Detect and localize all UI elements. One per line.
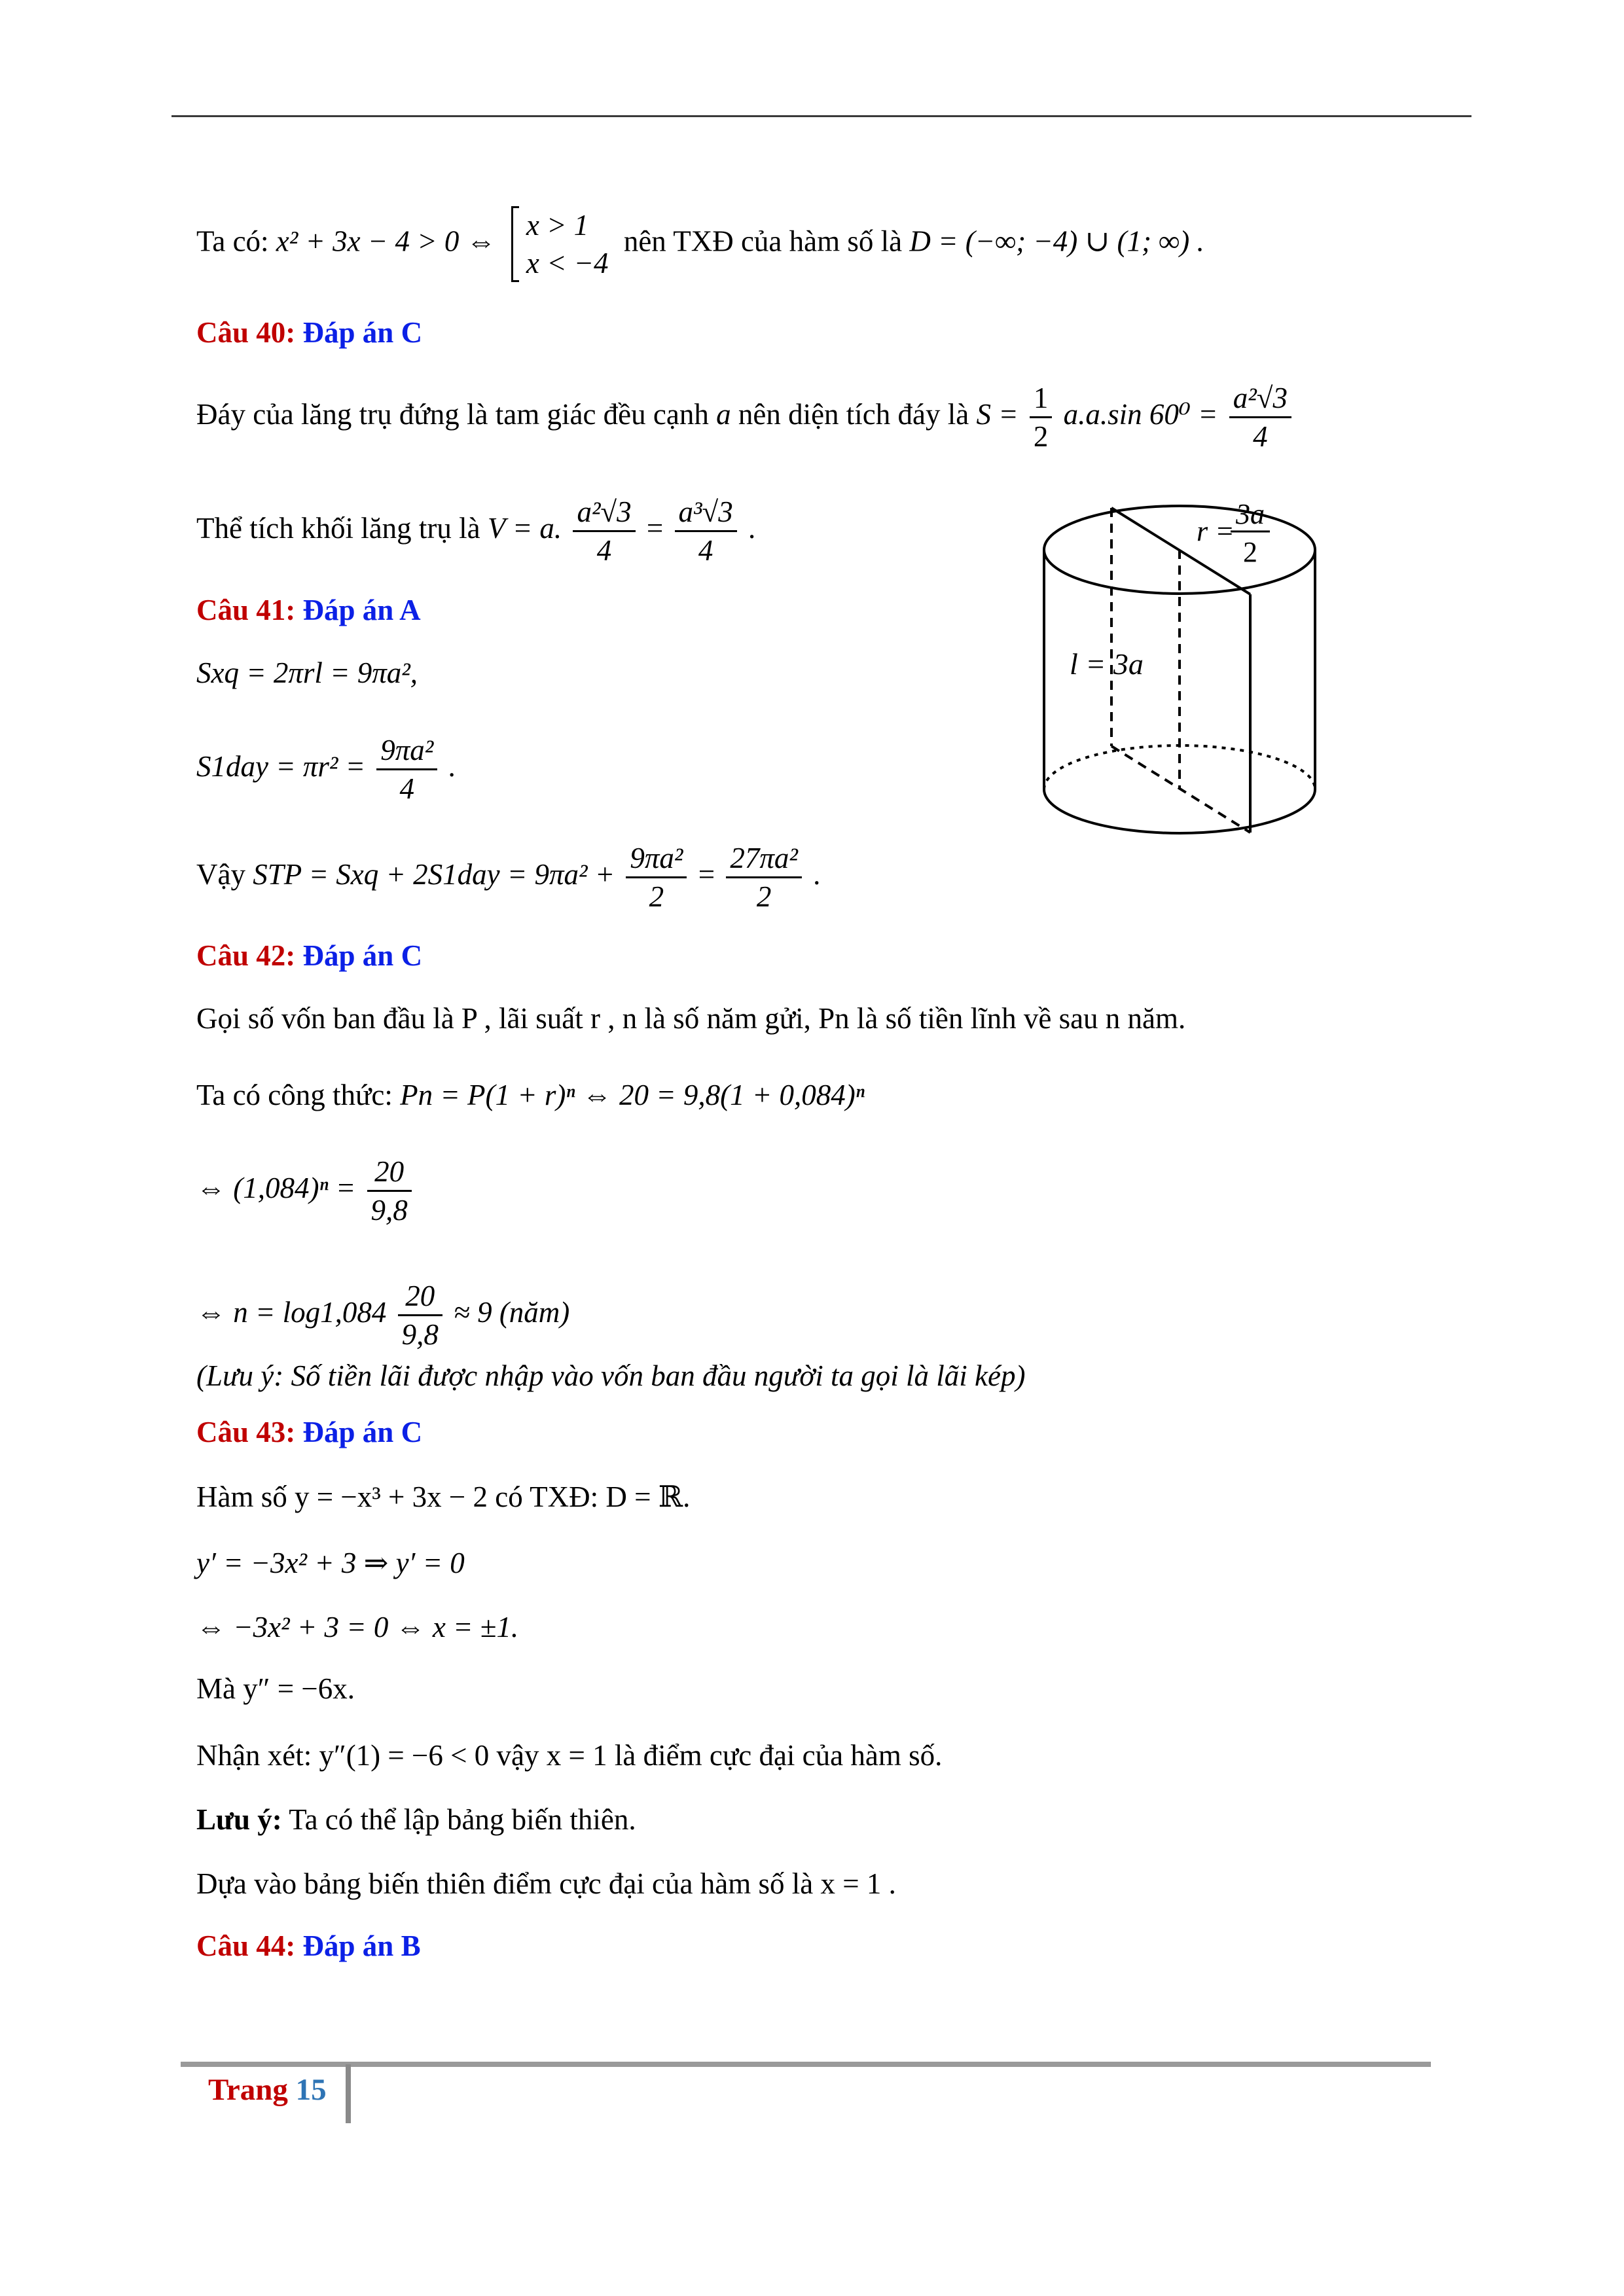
denominator: 2 — [649, 880, 664, 913]
text: Thể tích khối lăng trụ là — [196, 511, 480, 545]
numerator: 1 — [1030, 380, 1053, 418]
page-label: Trang — [208, 2073, 288, 2107]
height-label: l = 3a — [1070, 647, 1144, 681]
text: Mà y″ = −6x. — [196, 1672, 355, 1705]
radius-numerator: 3a — [1236, 498, 1265, 530]
line-base-area — [196, 380, 1295, 455]
page-number — [208, 2072, 327, 2108]
denominator: 9,8 — [401, 1318, 439, 1351]
math: y′ = −3x² + 3 ⇒ y′ = 0 — [196, 1547, 465, 1579]
question-number: Câu 44: — [196, 1929, 296, 1962]
question-number: Câu 42: — [196, 939, 296, 972]
fraction — [573, 493, 635, 569]
fraction — [1030, 380, 1053, 455]
case-system — [511, 206, 609, 282]
question-heading-42 — [196, 936, 422, 975]
page-number-value: 15 — [295, 2073, 327, 2107]
text: Nhận xét: y″(1) = −6 < 0 vậy x = 1 là điểm cực đại của hàm số. — [196, 1739, 943, 1772]
answer-label: Đáp án B — [302, 1929, 421, 1962]
denominator: 2 — [756, 880, 772, 913]
denominator: 4 — [1253, 420, 1268, 453]
case-2: x < −4 — [526, 247, 609, 279]
header-rule — [171, 115, 1471, 117]
denominator: 4 — [698, 534, 713, 567]
numerator: 20 — [367, 1153, 412, 1192]
inequality: x² + 3x − 4 > 0 ⇔ — [276, 224, 496, 258]
denominator: 2 — [1033, 420, 1049, 453]
math: S = — [976, 397, 1019, 431]
math: . — [748, 511, 756, 545]
math: = — [646, 511, 664, 545]
line-interest-def — [196, 999, 1185, 1038]
note-text: (Lưu ý: Số tiền lãi được nhập vào vốn ban đầu người ta gọi là lãi kép) — [196, 1359, 1026, 1392]
question-heading-40 — [196, 313, 422, 352]
footer-rule — [181, 2062, 1431, 2067]
text: Hàm số y = −x³ + 3x − 2 có TXĐ: D = ℝ. — [196, 1480, 691, 1513]
math: ⇔ n = log1,084 — [196, 1295, 387, 1329]
fraction — [1229, 380, 1291, 455]
question-heading-43 — [196, 1412, 422, 1452]
text: nên diện tích đáy là — [738, 397, 969, 431]
line-equation — [196, 1153, 416, 1229]
question-number: Câu 43: — [196, 1416, 296, 1448]
fraction — [367, 1153, 412, 1229]
fraction — [376, 732, 437, 807]
cylinder-bottom-back-arc — [1044, 745, 1315, 789]
math: a.a.sin 60⁰ = — [1063, 397, 1218, 431]
math: = — [698, 857, 715, 891]
case-1: x > 1 — [526, 209, 589, 242]
line-conclusion — [196, 1864, 896, 1903]
numerator: 9πa² — [376, 732, 437, 770]
line-function — [196, 1477, 690, 1516]
numerator: a²√3 — [1229, 380, 1291, 418]
math: . — [813, 857, 821, 891]
math: V = a. — [487, 511, 562, 545]
cylinder-bottom-front-arc — [1044, 789, 1315, 833]
question-heading-44 — [196, 1926, 421, 1965]
fraction — [726, 840, 802, 915]
numerator: 27πa² — [726, 840, 802, 878]
math: S1day = πr² = — [196, 749, 366, 783]
denominator: 4 — [399, 772, 415, 805]
note-compound-interest — [196, 1356, 1025, 1395]
line-domain — [196, 206, 1204, 282]
denominator: 9,8 — [370, 1194, 408, 1227]
question-number: Câu 41: — [196, 594, 296, 626]
text: Dựa vào bảng biến thiên điểm cực đại của hàm số là x = 1 . — [196, 1867, 896, 1900]
line-base-area-41 — [196, 732, 456, 807]
math: ≈ 9 (năm) — [454, 1295, 570, 1329]
radius-label: r = — [1197, 515, 1235, 547]
numerator: a²√3 — [573, 493, 635, 532]
text: Gọi số vốn ban đầu là P , lãi suất r , n là số năm gửi, Pn là số tiền lĩnh về sau n năm. — [196, 1002, 1186, 1035]
line-note — [196, 1800, 636, 1839]
fraction — [675, 493, 737, 569]
line-log — [196, 1278, 569, 1353]
text: nên TXĐ của hàm số là — [623, 224, 903, 258]
line-second-derivative — [196, 1669, 355, 1708]
fraction — [626, 840, 687, 915]
numerator: 9πa² — [626, 840, 687, 878]
math: Sxq = 2πrl = 9πa², — [196, 656, 418, 689]
math: Pn = P(1 + r)ⁿ ⇔ 20 = 9,8(1 + 0,084)ⁿ — [400, 1079, 865, 1111]
math: ⇔ (1,084)ⁿ = — [196, 1171, 356, 1204]
answer-label: Đáp án C — [302, 316, 423, 349]
line-remark — [196, 1736, 942, 1775]
line-total-area — [196, 840, 820, 915]
text: Ta có công thức: — [196, 1079, 393, 1111]
math: . — [448, 749, 456, 783]
line-derivative — [196, 1543, 465, 1583]
math: STP = Sxq + 2S1day = 9πa² + — [253, 857, 615, 891]
line-lateral-area — [196, 653, 418, 692]
question-number: Câu 40: — [196, 316, 296, 349]
text: Vậy — [196, 857, 245, 891]
line-formula — [196, 1075, 865, 1115]
text: Ta có thể lập bảng biến thiên. — [281, 1803, 636, 1836]
text: Đáy của lăng trụ đứng là tam giác đều cạnh — [196, 397, 709, 431]
cylinder-figure — [1034, 484, 1335, 851]
answer-label: Đáp án A — [302, 594, 421, 626]
line-roots — [196, 1607, 518, 1647]
question-heading-41 — [196, 590, 421, 630]
line-volume — [196, 493, 755, 569]
math: ⇔ −3x² + 3 = 0 ⇔ x = ±1. — [196, 1611, 519, 1643]
domain-expression: D = (−∞; −4) ∪ (1; ∞) . — [909, 224, 1204, 258]
numerator: 20 — [398, 1278, 442, 1316]
note-label: Lưu ý: — [196, 1803, 282, 1836]
variable: a — [716, 397, 731, 431]
radius-denominator: 2 — [1243, 536, 1257, 568]
numerator: a³√3 — [675, 493, 737, 532]
text: Ta có: — [196, 224, 269, 258]
footer-divider — [346, 2064, 351, 2123]
fraction — [398, 1278, 442, 1353]
answer-label: Đáp án C — [302, 1416, 423, 1448]
answer-label: Đáp án C — [302, 939, 423, 972]
denominator: 4 — [596, 534, 612, 567]
